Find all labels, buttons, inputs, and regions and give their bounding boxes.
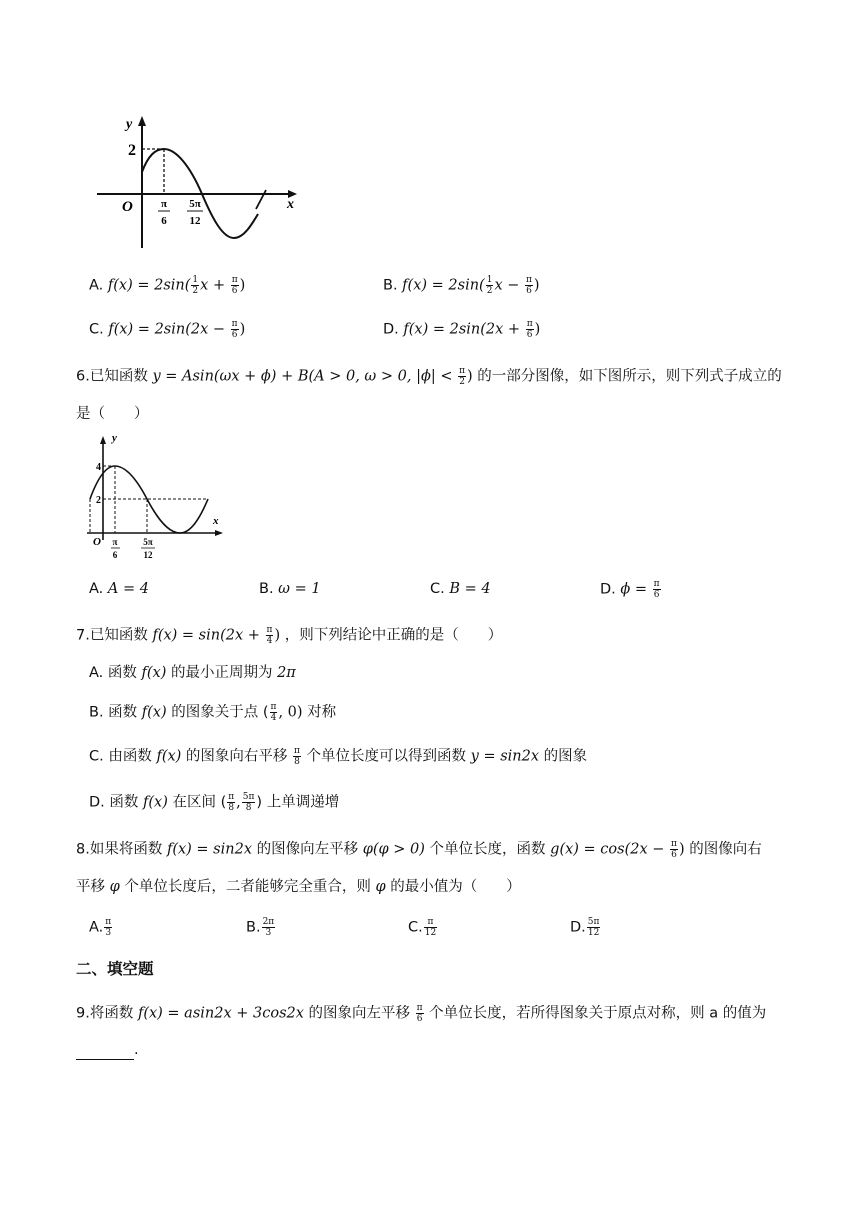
- q5-origin-label: O: [122, 199, 133, 215]
- q6-stem-line2: 是（ ）: [76, 406, 149, 422]
- q6-tick1-den: 6: [112, 550, 118, 560]
- q6-x-axis-label: x: [213, 515, 219, 527]
- q8-option-a[interactable]: A. $\frac{\pi}{3}$: [89, 917, 112, 938]
- q6-stem-line1: 6.已知函数 y = Asin(ωx + ϕ) + B(A > 0, ω > 0, |ϕ| < $\frac{\pi}{2}$ ) 的一部分图像，如下图所示，则下列式子成立的: [76, 366, 782, 387]
- q9-stem-line2: .: [76, 1040, 139, 1060]
- q5-option-a[interactable]: A. f(x) = 2sin( $\frac{1}{2}$ x + $\frac{\pi}{6}$ ): [89, 275, 246, 296]
- q5-max-label: 2: [128, 142, 136, 159]
- q7-stem: 7.已知函数 f(x) = sin(2x + $\frac{\pi}{4}$ ) ，则下列结论中正确的是（ ）: [76, 625, 503, 646]
- q7-option-a[interactable]: A. 函数 f(x) 的最小正周期为 2π: [89, 665, 296, 681]
- q8-option-d[interactable]: D. $\frac{5\pi}{12}$: [570, 917, 600, 938]
- q5-option-b[interactable]: B. f(x) = 2sin( $\frac{1}{2}$ x − $\frac{\pi}{6}$ ): [383, 275, 540, 296]
- q7-option-c[interactable]: C. 由函数 f(x) 的图象向右平移 $\frac{\pi}{8}$ 个单位长度可以得到函数 y = sin2x 的图象: [89, 746, 588, 767]
- q8-option-c[interactable]: C. $\frac{\pi}{12}$: [408, 917, 437, 938]
- q7-option-b[interactable]: B. 函数 f(x) 的图象关于点 ( $\frac{\pi}{4}$ , 0) 对称: [89, 702, 337, 723]
- q5-tick1-den: 6: [161, 215, 167, 227]
- q5-option-c[interactable]: C. f(x) = 2sin(2x − $\frac{\pi}{6}$ ): [89, 319, 246, 340]
- q6-option-d[interactable]: D. ϕ = $\frac{\pi}{6}$: [600, 579, 660, 600]
- q5-option-d[interactable]: D. f(x) = 2sin(2x + $\frac{\pi}{6}$ ): [383, 319, 541, 340]
- q6-option-c[interactable]: C. B = 4: [430, 581, 491, 597]
- q6-origin-label: O: [93, 536, 101, 548]
- q6-y-axis-label: y: [112, 432, 117, 444]
- q5-y-axis-label: y: [126, 117, 133, 132]
- q6-tick2-num: 5π: [143, 537, 153, 547]
- q8-option-b[interactable]: B. $\frac{2\pi}{3}$: [246, 917, 275, 938]
- q9-answer-blank[interactable]: [76, 1045, 134, 1060]
- q6-tick1-num: π: [112, 537, 118, 547]
- q5-tick2-den: 12: [189, 215, 201, 227]
- q6-option-a[interactable]: A. A = 4: [89, 581, 149, 597]
- q5-function-graph: [92, 108, 307, 253]
- q6-tick2-den: 12: [143, 550, 153, 560]
- q5-tick1-num: π: [160, 198, 168, 210]
- q6-option-b[interactable]: B. ω = 1: [259, 581, 321, 597]
- q8-stem-line1: 8.如果将函数 f(x) = sin2x 的图像向左平移 φ(φ > 0) 个单位长度，函数 g(x) = cos(2x − $\frac{\pi}{6}$ ) 的图像向右: [76, 839, 762, 860]
- q5-tick2-num: 5π: [189, 198, 201, 210]
- q7-option-d[interactable]: D. 函数 f(x) 在区间 ( $\frac{\pi}{8}$ , $\frac{5\pi}{8}$ ) 上单调递增: [89, 792, 340, 813]
- section-heading-fill-in: 二、填空题: [76, 960, 154, 978]
- q6-max-label: 4: [96, 462, 101, 473]
- q5-x-axis-label: x: [287, 197, 294, 212]
- q9-stem-line1: 9.将函数 f(x) = asin2x + 3cos2x 的图象向左平移 $\frac{\pi}{6}$ 个单位长度，若所得图象关于原点对称，则 a 的值为: [76, 1003, 767, 1024]
- q6-mid-label: 2: [96, 495, 101, 506]
- q6-function-graph: [84, 430, 234, 568]
- q8-stem-line2: 平移 φ 个单位长度后，二者能够完全重合，则 φ 的最小值为（ ）: [76, 879, 521, 895]
